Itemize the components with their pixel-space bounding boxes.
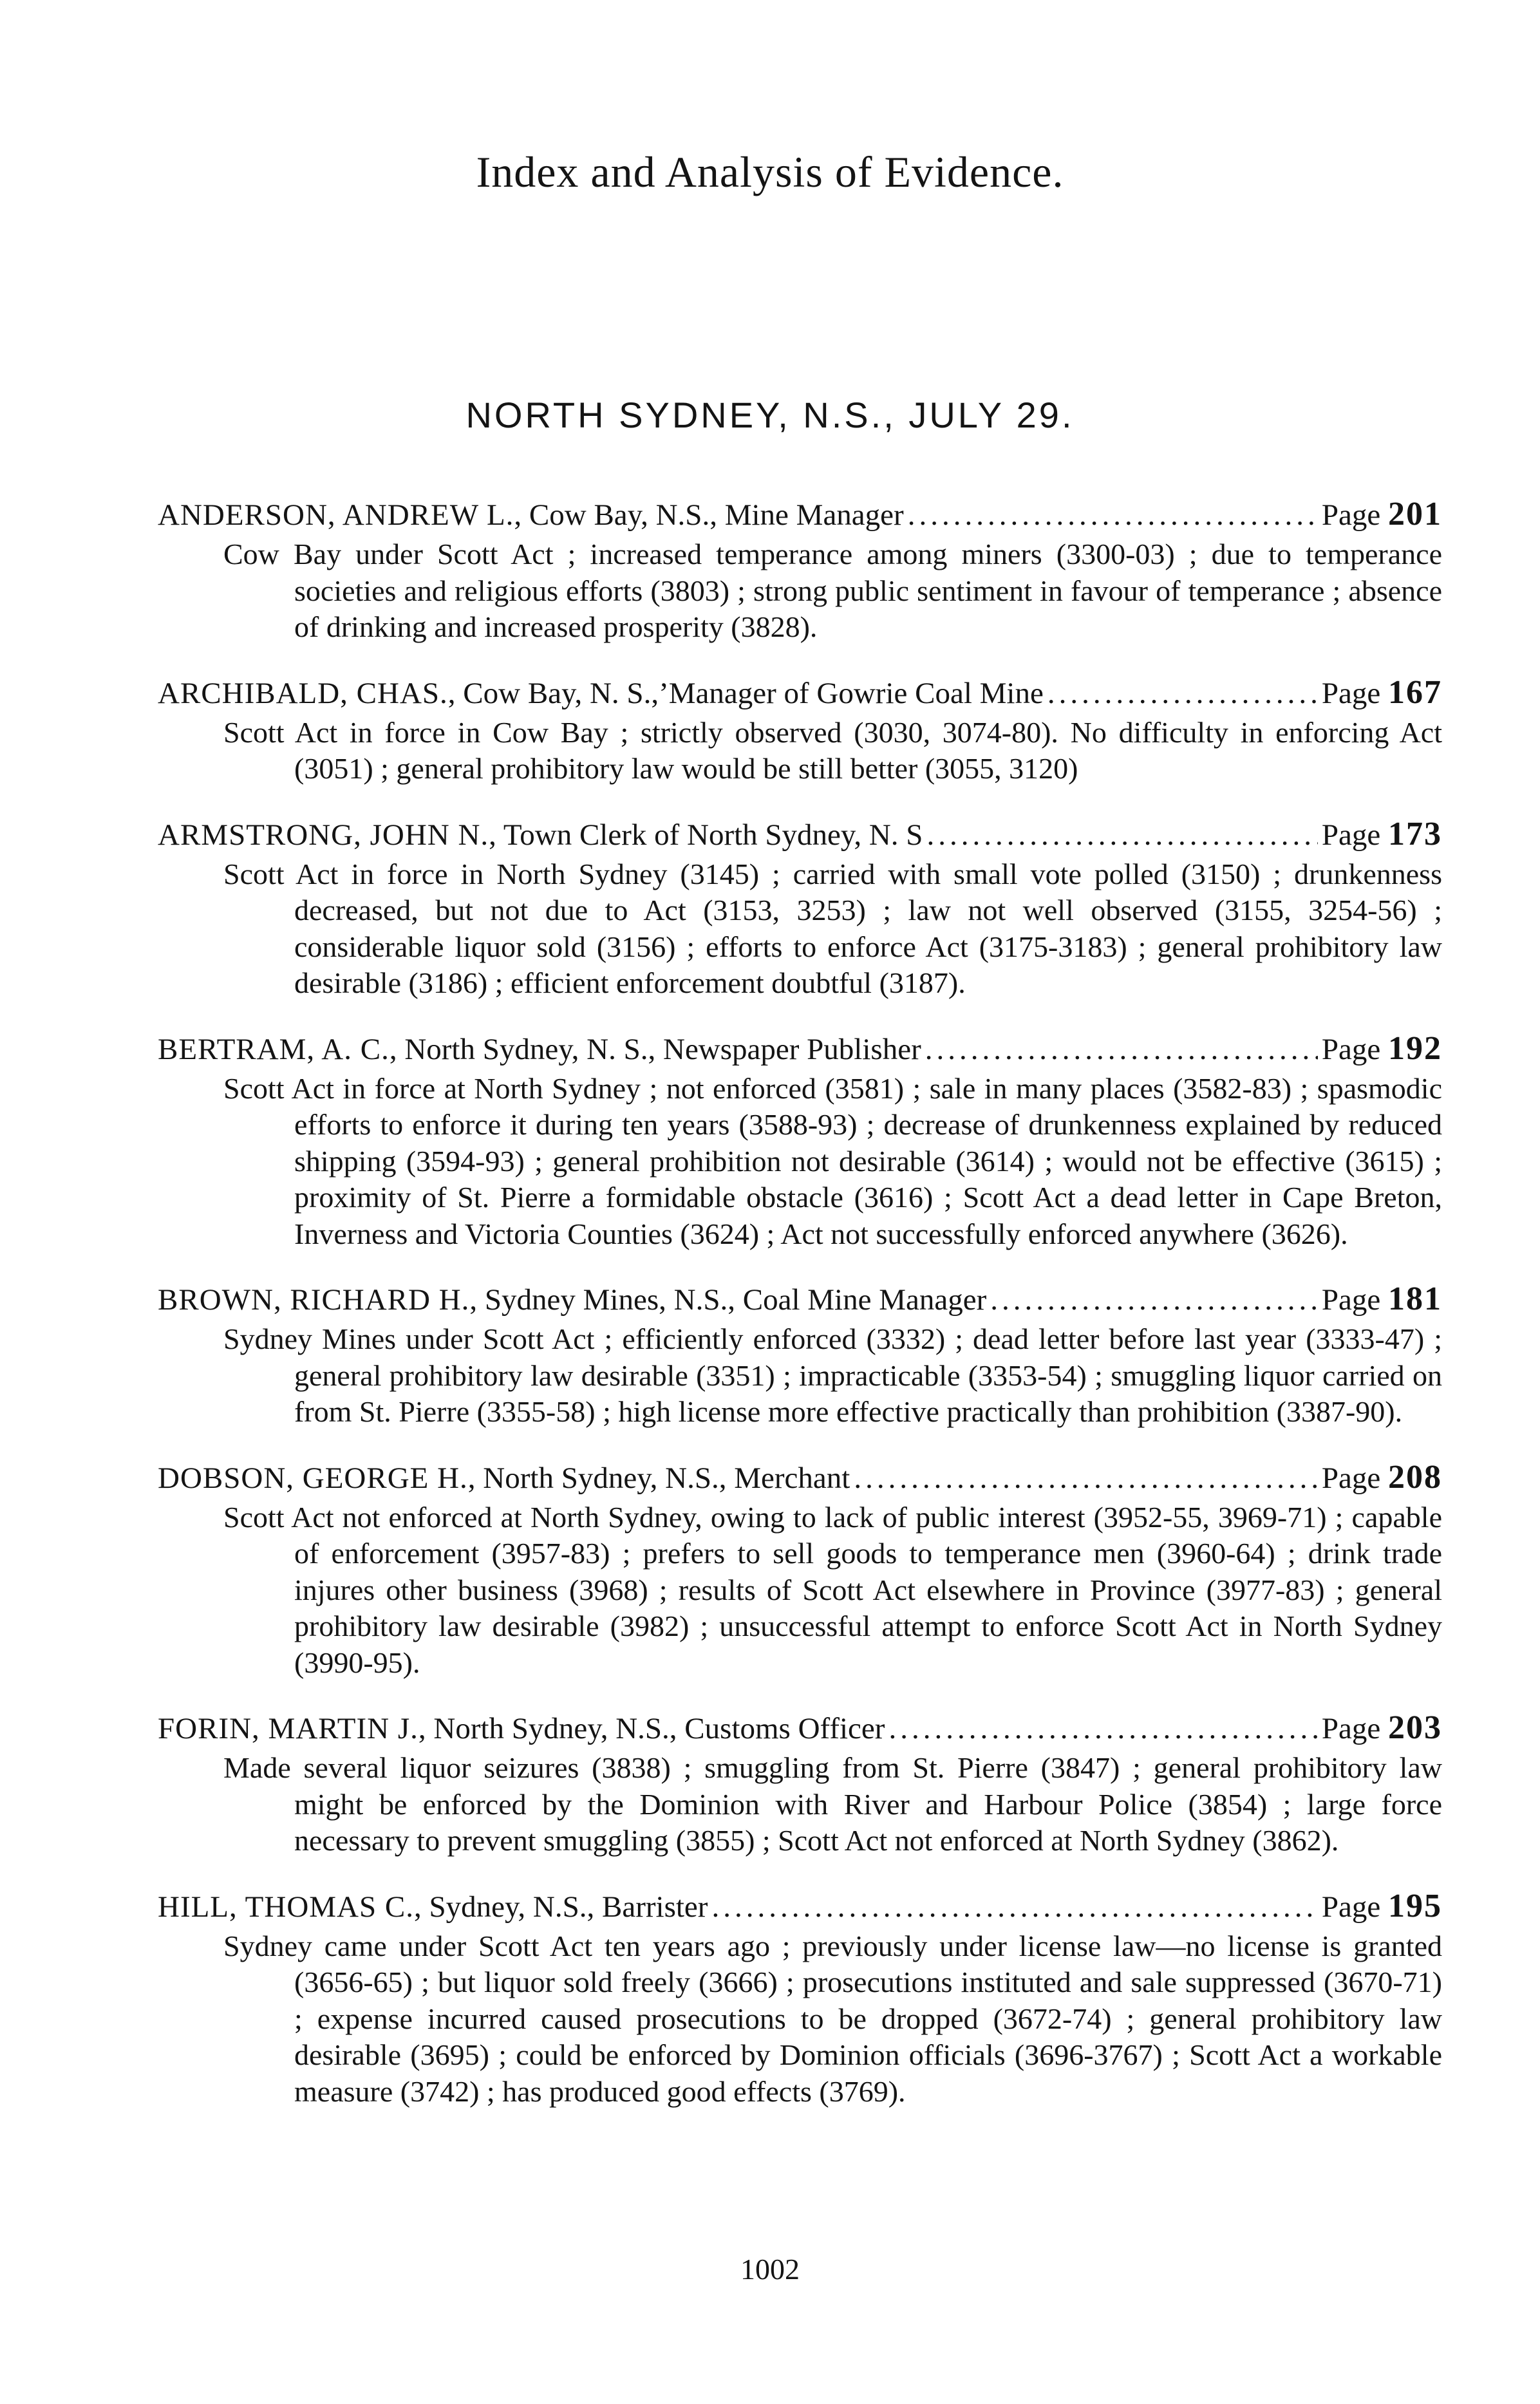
entry-archibald: [158, 674, 1442, 787]
witness-details: , North Sydney, N.S., Customs Officer: [418, 1712, 885, 1745]
leader-dots: [854, 1460, 1318, 1497]
evidence-summary: Sydney came under Scott Act ten years ago ; previously under license law—no license is granted (3656-65) ; but liquor sold freely (3666) ; prosecutions instituted and sale suppressed (3670-71) ; expense incurred caused prosecutions to be dropped (3672-74) ; general prohibitory law desirable (3695) ; could be enforced by Dominion officials (3696-3767) ; Scott Act a workable measure (3742) ; has produced good effects (3769).: [223, 1929, 1442, 2108]
entry-heading: [158, 1709, 1442, 1747]
page-label: Page: [1321, 498, 1381, 532]
page-reference: [1322, 496, 1442, 534]
evidence-summary: Scott Act in force in North Sydney (3145) ; carried with small vote polled (3150) ; drunkenness decreased, but not due to Act (3153, 3253) ; law not well observed (3155, 3254-56) ; considerable liquor sold (3156) ; efforts to enforce Act (3175-3183) ; general prohibitory law desirable (3186) ; efficient enforcement doubtful (3187).: [223, 857, 1442, 999]
entry-anderson: [158, 496, 1442, 646]
page-label: Page: [1321, 1461, 1381, 1495]
evidence-summary: Sydney Mines under Scott Act ; efficiently enforced (3332) ; dead letter before last year (3333-47) ; general prohibitory law desirable (3351) ; impracticable (3353-54) ; smuggling liquor carried on from St. Pierre (3355-58) ; high license more effective practically than prohibition (3387-90).: [223, 1322, 1442, 1428]
witness-details: , Sydney Mines, N.S., Coal Mine Manager: [469, 1283, 987, 1317]
entry-heading: [158, 1281, 1442, 1319]
page-label: Page: [1321, 818, 1381, 852]
witness-name: ANDERSON, ANDREW L.: [158, 498, 514, 532]
page-label: Page: [1321, 1283, 1381, 1317]
leader-dots: [888, 1710, 1317, 1747]
leader-dots: [926, 816, 1317, 854]
evidence-summary: Scott Act not enforced at North Sydney, owing to lack of public interest (3952-55, 3969-71) ; capable of enforcement (3957-83) ; prefers to sell goods to temperance men (3960-64) ; drink trade injures other business (3968) ; results of Scott Act elsewhere in Province (3977-83) ; general prohibitory law desirable (3982) ; unsuccessful attempt to enforce Scott Act in North Sydney (3990-95).: [223, 1500, 1442, 1679]
page-reference: [1322, 1888, 1442, 1926]
witness-name: DOBSON, GEORGE H.: [158, 1461, 468, 1495]
page-reference: [1322, 674, 1442, 712]
witness-details: , Cow Bay, N. S.,’Manager of Gowrie Coal Mine: [447, 676, 1044, 710]
evidence-index: [158, 496, 1442, 2138]
witness-name: BROWN, RICHARD H.: [158, 1283, 470, 1317]
page-number: 167: [1388, 673, 1442, 711]
witness-details: , Cow Bay, N.S., Mine Manager: [514, 498, 904, 532]
page-reference: [1322, 816, 1442, 854]
evidence-summary: Scott Act in force at North Sydney ; not enforced (3581) ; sale in many places (3582-83) ; spasmodic efforts to enforce it during ten years (3588-93) ; decrease of drunkenness explained by reduced shipping (3594-93) ; general prohibition not desirable (3614) ; would not be effective (3615) ; proximity of St. Pierre a formidable obstacle (3616) ; Scott Act a dead letter in Cape Breton, Inverness and Victoria Counties (3624) ; Act not successfully enforced anywhere (3626).: [223, 1071, 1442, 1250]
evidence-summary: Cow Bay under Scott Act ; increased temperance among miners (3300-03) ; due to temperance societies and religious efforts (3803) ; strong public sentiment in favour of temperance ; absence of drinking and increased prosperity (3828).: [223, 538, 1442, 643]
page-title: Index and Analysis of Evidence.: [476, 147, 1064, 196]
witness-name: ARCHIBALD, CHAS.: [158, 676, 448, 710]
page-reference: [1322, 1459, 1442, 1497]
page-reference: [1322, 1281, 1442, 1319]
page-number: 192: [1388, 1029, 1442, 1067]
page-number: 203: [1388, 1709, 1442, 1746]
page-reference: [1322, 1709, 1442, 1747]
leader-dots: [711, 1888, 1317, 1926]
witness-name: ARMSTRONG, JOHN N.: [158, 818, 489, 852]
leader-dots: [1047, 675, 1318, 712]
section-heading: NORTH SYDNEY, N.S., JULY 29.: [465, 395, 1075, 435]
entry-brown: [158, 1281, 1442, 1431]
page-label: Page: [1321, 676, 1381, 710]
page-number: 208: [1388, 1458, 1442, 1496]
page-number: 201: [1388, 496, 1442, 532]
entry-heading: [158, 816, 1442, 854]
entry-forin: [158, 1709, 1442, 1859]
witness-details: , Sydney, N.S., Barrister: [413, 1890, 708, 1924]
leader-dots: [990, 1281, 1318, 1319]
page-label: Page: [1321, 1890, 1381, 1924]
entry-hill: [158, 1888, 1442, 2110]
entry-heading: [158, 496, 1442, 534]
witness-name: BERTRAM, A. C.: [158, 1032, 390, 1066]
entry-heading: [158, 1888, 1442, 1926]
entry-bertram: [158, 1030, 1442, 1253]
page-number: 181: [1388, 1281, 1442, 1317]
witness-name: FORIN, MARTIN J.: [158, 1712, 418, 1745]
page-number: 173: [1388, 815, 1442, 852]
entry-heading: [158, 1459, 1442, 1497]
page-number-footer: 1002: [740, 2253, 800, 2286]
witness-details: , North Sydney, N.S., Merchant: [467, 1461, 850, 1495]
entry-dobson: [158, 1459, 1442, 1682]
page-label: Page: [1321, 1712, 1381, 1745]
leader-dots: [925, 1031, 1318, 1068]
entry-heading: [158, 1030, 1442, 1068]
witness-details: , North Sydney, N. S., Newspaper Publisher: [389, 1032, 921, 1066]
entry-armstrong: [158, 816, 1442, 1002]
witness-name: HILL, THOMAS C.: [158, 1890, 414, 1924]
witness-details: , Town Clerk of North Sydney, N. S: [489, 818, 923, 852]
evidence-summary: Made several liquor seizures (3838) ; smuggling from St. Pierre (3847) ; general prohibitory law might be enforced by the Dominion with River and Harbour Police (3854) ; large force necessary to prevent smuggling (3855) ; Scott Act not enforced at North Sydney (3862).: [223, 1751, 1442, 1857]
page-reference: [1322, 1030, 1442, 1068]
entry-heading: [158, 674, 1442, 712]
evidence-summary: Scott Act in force in Cow Bay ; strictly observed (3030, 3074-80). No difficulty in enforcing Act (3051) ; general prohibitory law would be still better (3055, 3120): [223, 715, 1442, 785]
page-number: 195: [1388, 1887, 1442, 1924]
page-label: Page: [1321, 1032, 1381, 1066]
leader-dots: [908, 496, 1318, 534]
